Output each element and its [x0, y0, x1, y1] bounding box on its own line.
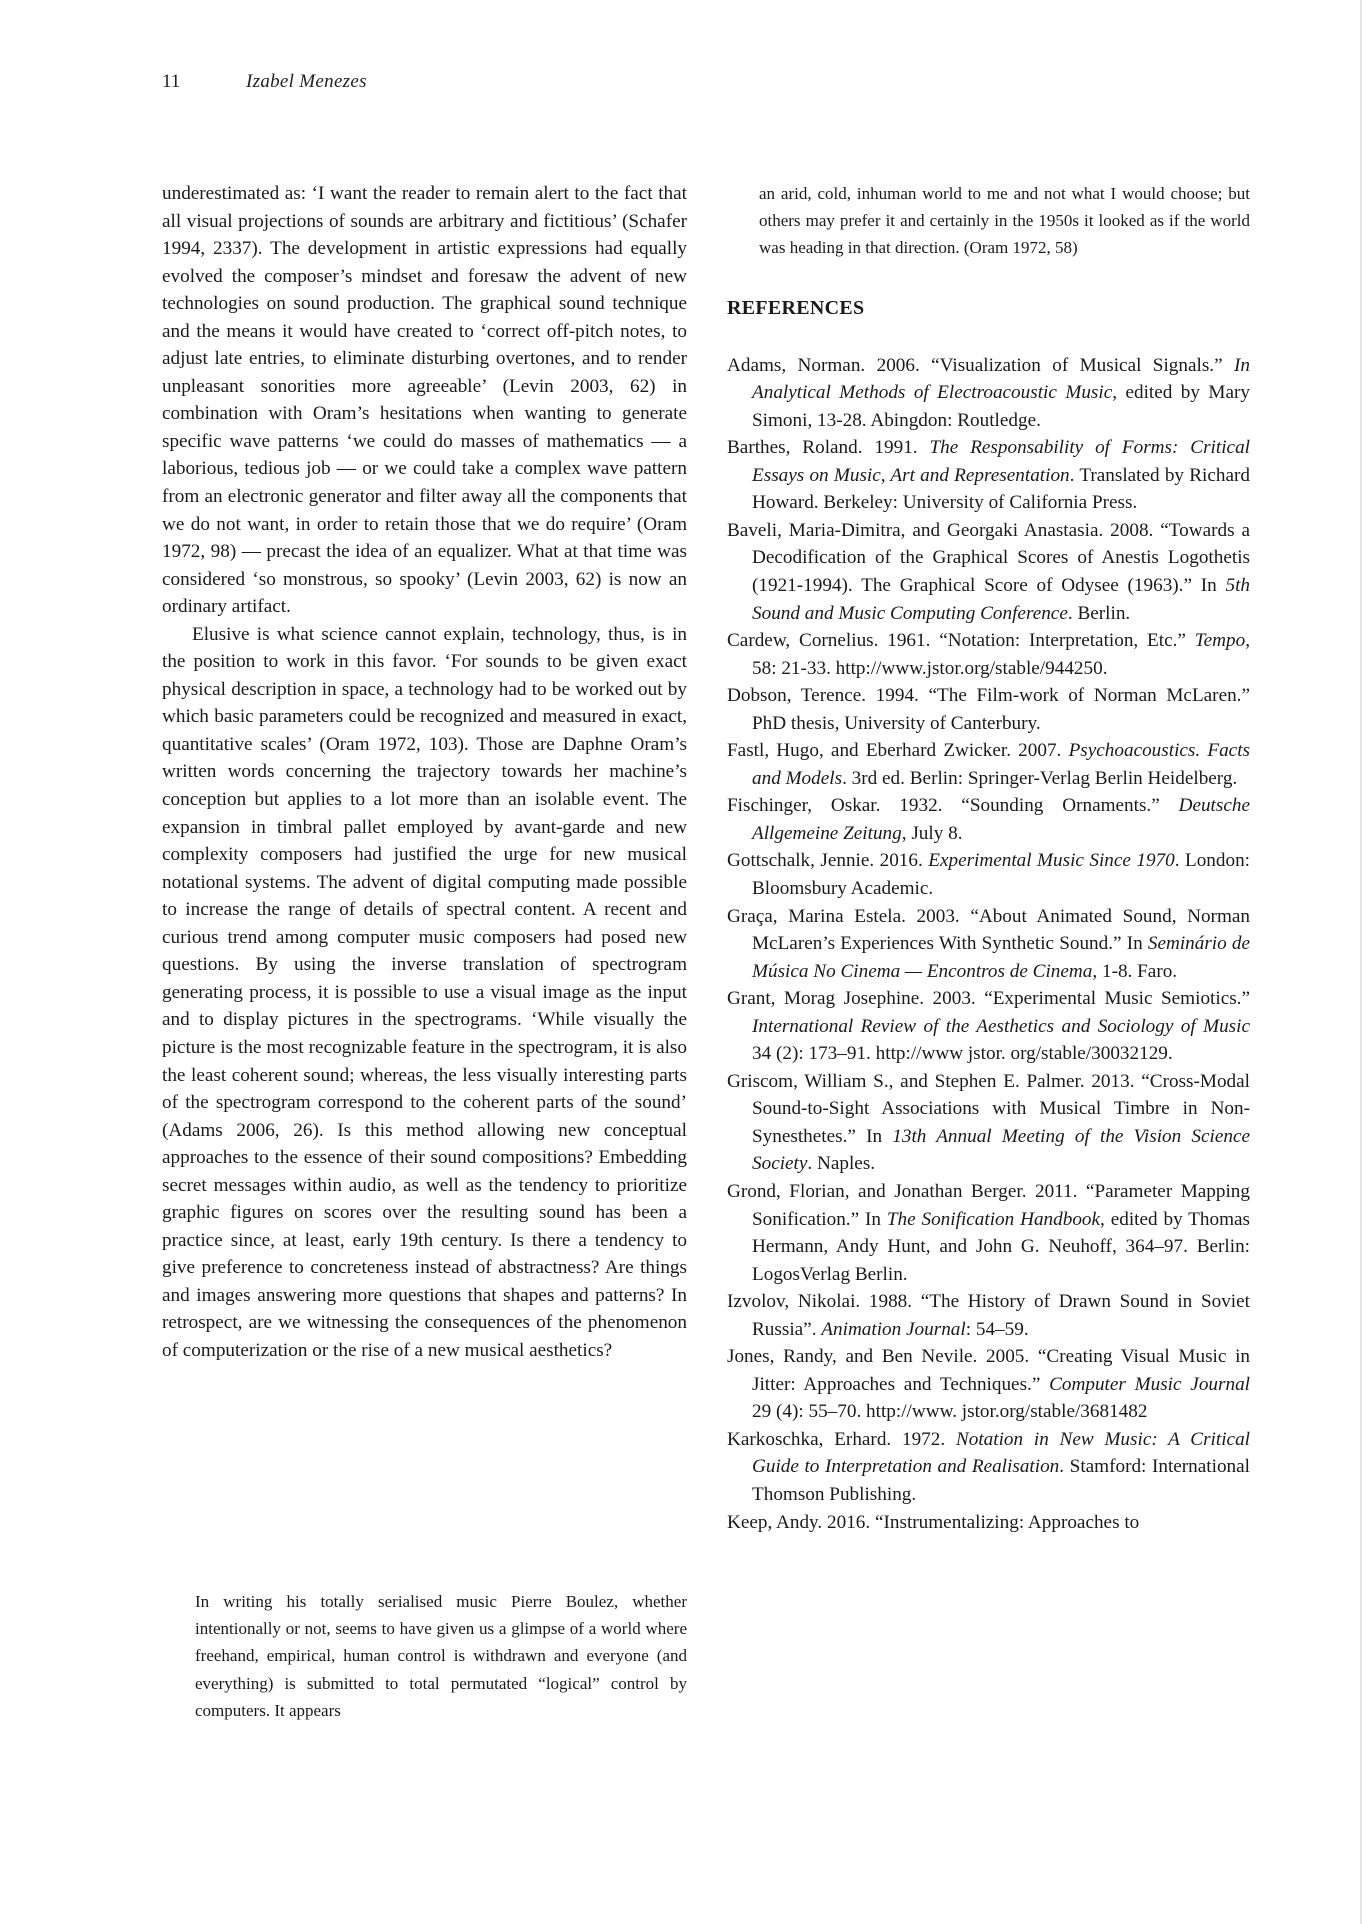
reference-entry: Baveli, Maria-Dimitra, and Georgaki Anastasia. 2008. “Towards a Decodification of the Graphical Scores of Anestis Logothetis (1921-1994). The Graphical Score of Odysee (1963).” In 5th Sound and Music Computing Conference. Berlin.: [727, 519, 1250, 624]
reference-entry: Fischinger, Oskar. 1932. “Sounding Ornaments.” Deutsche Allgemeine Zeitung, July 8.: [727, 795, 1250, 844]
running-head: [162, 70, 367, 94]
reference-entry: Fastl, Hugo, and Eberhard Zwicker. 2007. Psychoacoustics. Facts and Models. 3rd ed. Berlin: Springer-Verlag Berlin Heidelberg.: [727, 740, 1250, 789]
reference-entry: Dobson, Terence. 1994. “The Film-work of Norman McLaren.” PhD thesis, University of Canterbury.: [727, 685, 1250, 734]
references-heading: REFERENCES: [727, 296, 865, 319]
block-quote: In writing his totally serialised music Pierre Boulez, whether intentionally or not, seems to have given us a glimpse of a world where freehand, empirical, human control is withdrawn and everyone (and everything) is submitted to total permutated “logical” control by computers. It appears: [195, 1592, 687, 1720]
body-paragraph: underestimated as: ‘I want the reader to remain alert to the fact that all visual projections of sounds are arbitrary and fictitious’ (Schafer 1994, 2337). The development in artistic expressions had equally evolved the composer’s mindset and foresaw the advent of new technologies on sound production. The graphical sound technique and the means it would have created to ‘correct off-pitch notes, to adjust late entries, to eliminate disturbing overtones, and to render unpleasant sonorities more agreeable’ (Levin 2003, 62) in combination with Oram’s hesitations when wanting to generate specific wave patterns ‘we could do masses of mathematics — a laborious, tedious job — or we could take a complex wave pattern from an electronic generator and filter away all the components that we do not want, in order to retain those that we do require’ (Oram 1972, 98) — precast the idea of an equalizer. What at that time was considered ‘so monstrous, so spooky’ (Levin 2003, 62) is now an ordinary artifact.: [162, 183, 687, 618]
reference-entry: Jones, Randy, and Ben Nevile. 2005. “Creating Visual Music in Jitter: Approaches and Techniques.” Computer Music Journal 29 (4): 55–70. http://www. jstor.org/stable/3681482: [727, 1346, 1250, 1423]
right-column: [727, 180, 1250, 1536]
body-paragraph: Elusive is what science cannot explain, technology, thus, is in the position to work in this favor. ‘For sounds to be given exact physical description in space, a technology had to be worked out by which basic parameters could be recognized and measured in exact, quantitative scales’ (Oram 1972, 103). Those are Daphne Oram’s written words concerning the trajectory towards her machine’s conception but applies to a lot more than an isolable event. The expansion in timbral pallet employed by avant-garde and new complexity composers had justified the urge for new musical notational systems. The advent of digital computing made possible to increase the range of details of spectral content. A recent and curious trend among computer music composers had posed new questions. By using the inverse translation of spectrogram generating process, it is possible to use a visual image as the input and to display pictures in the spectrograms. ‘While visually the picture is the most recognizable feature in the spectrogram, it is also the least coherent sound; whereas, the less visually interesting parts of the spectrogram correspond to the coherent parts of the sound’ (Adams 2006, 26). Is this method allowing new conceptual approaches to the essence of their sound compositions? Embedding secret messages within audio, as well as the tendency to prioritize graphic figures on scores over the resulting sound has been a practice since, at least, early 19th century. Is there a tendency to give preference to concreteness instead of abstractness? Are things and images answering more questions that shapes and patterns? In retrospect, are we witnessing the consequences of the phenomenon of computerization or the rise of a new musical aesthetics?: [162, 623, 687, 1361]
block-quote-continued: an arid, cold, inhuman world to me and not what I would choose; but others may prefer it and certainly in the 1950s it looked as if the world was heading in that direction. (Oram 1972, 58): [759, 184, 1250, 258]
left-column: [162, 180, 687, 1365]
reference-entry: Grond, Florian, and Jonathan Berger. 2011. “Parameter Mapping Sonification.” In The Sonification Handbook, edited by Thomas Hermann, Andy Hunt, and John G. Neuhoff, 364–97. Berlin: LogosVerlag Berlin.: [727, 1181, 1251, 1285]
running-head-author: Izabel Menezes: [246, 71, 367, 92]
reference-list: [727, 352, 1250, 1537]
page-number: 11: [162, 71, 181, 92]
reference-entry: Izvolov, Nikolai. 1988. “The History of Drawn Sound in Soviet Russia”. Animation Journal: 54–59.: [727, 1291, 1250, 1340]
reference-entry: Grant, Morag Josephine. 2003. “Experimental Music Semiotics.” International Review of the Aesthetics and Sociology of Music 34 (2): 173–91. http://www jstor. org/stable/30032129.: [727, 988, 1250, 1065]
reference-entry: Griscom, William S., and Stephen E. Palmer. 2013. “Cross-Modal Sound-to-Sight Associations with Musical Timbre in Non-Synesthetes.” In 13th Annual Meeting of the Vision Science Society. Naples.: [727, 1070, 1250, 1175]
reference-entry: Cardew, Cornelius. 1961. “Notation: Interpretation, Etc.” Tempo, 58: 21-33. http://www.jstor.org/stable/944250.: [727, 630, 1250, 679]
reference-entry: Keep, Andy. 2016. “Instrumentalizing: Approaches to: [727, 1511, 1140, 1533]
reference-entry: Adams, Norman. 2006. “Visualization of Musical Signals.” In Analytical Methods of Electroacoustic Music, edited by Mary Simoni, 13-28. Abingdon: Routledge.: [727, 354, 1250, 431]
reference-entry: Barthes, Roland. 1991. The Responsability of Forms: Critical Essays on Music, Art and Representation. Translated by Richard Howard. Berkeley: University of California Press.: [727, 437, 1250, 514]
reference-entry: Gottschalk, Jennie. 2016. Experimental Music Since 1970. London: Bloomsbury Academic.: [727, 850, 1250, 899]
reference-entry: Graça, Marina Estela. 2003. “About Animated Sound, Norman McLaren’s Experiences With Synthetic Sound.” In Seminário de Música No Cinema — Encontros de Cinema, 1-8. Faro.: [727, 905, 1250, 982]
reference-entry: Karkoschka, Erhard. 1972. Notation in New Music: A Critical Guide to Interpretation and Realisation. Stamford: International Thomson Publishing.: [727, 1428, 1250, 1506]
